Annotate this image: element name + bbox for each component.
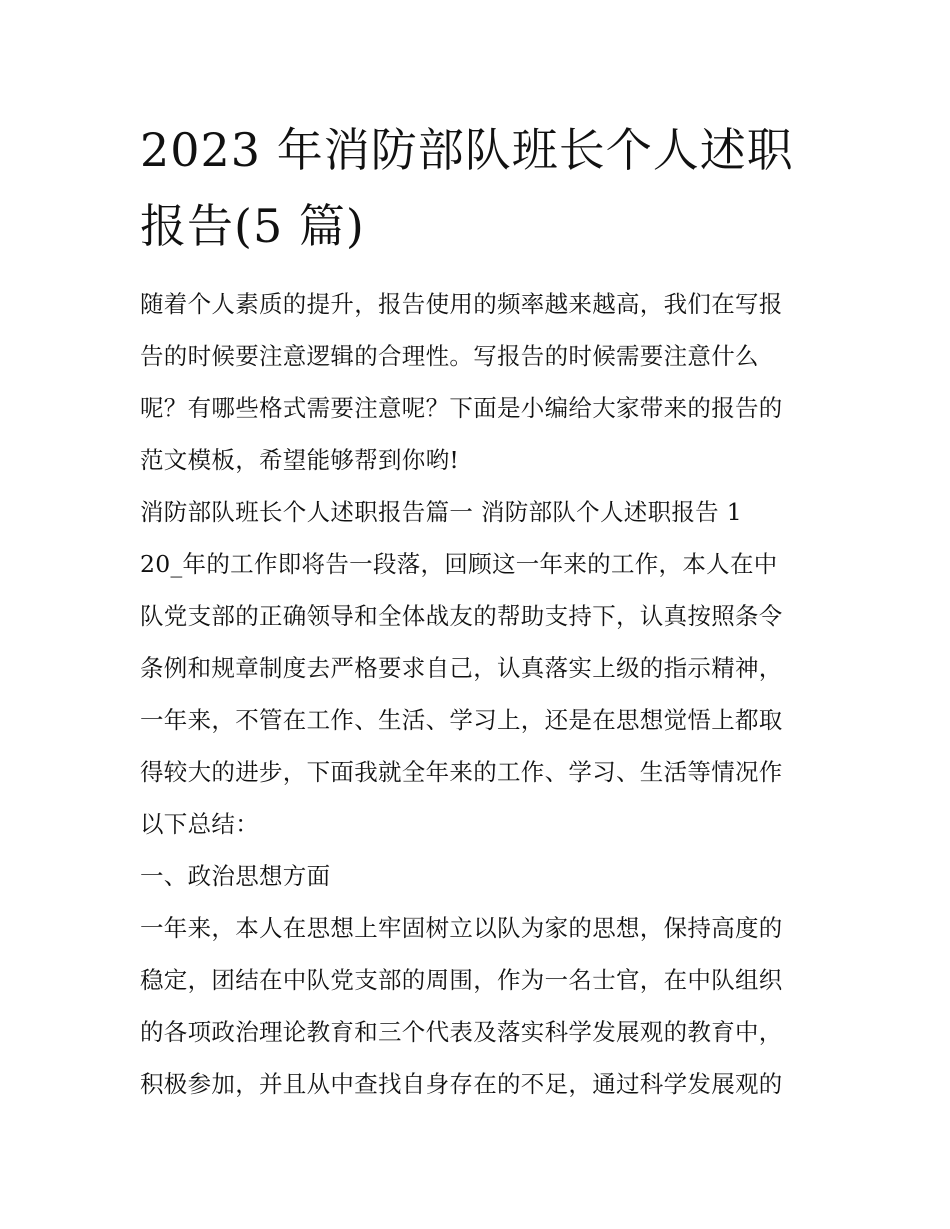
body-line: 积极参加，并且从中查找自身存在的不足，通过科学发展观的 bbox=[140, 1070, 783, 1098]
document-body bbox=[140, 278, 830, 1110]
body-line: 一年来，本人在思想上牢固树立以队为家的思想，保持高度的 bbox=[140, 914, 783, 942]
body-line: 20_年的工作即将告一段落，回顾这一年来的工作，本人在中 bbox=[140, 550, 778, 578]
body-line: 队党支部的正确领导和全体战友的帮助支持下，认真按照条令 bbox=[140, 602, 783, 630]
body-line: 呢？有哪些格式需要注意呢？下面是小编给大家带来的报告的 bbox=[140, 394, 783, 422]
body-line: 的各项政治理论教育和三个代表及落实科学发展观的教育中， bbox=[140, 1018, 783, 1046]
body-line: 以下总结： bbox=[140, 810, 259, 838]
document-title bbox=[140, 112, 830, 264]
body-line: 稳定，团结在中队党支部的周围，作为一名士官，在中队组织 bbox=[140, 966, 783, 994]
body-line: 得较大的进步，下面我就全年来的工作、学习、生活等情况作 bbox=[140, 758, 783, 786]
body-line: 一年来，不管在工作、生活、学习上，还是在思想觉悟上都取 bbox=[140, 706, 783, 734]
body-line: 范文模板，希望能够帮到你哟! bbox=[140, 446, 460, 474]
body-line: 随着个人素质的提升，报告使用的频率越来越高，我们在写报 bbox=[140, 290, 783, 318]
section-heading: 一、政治思想方面 bbox=[140, 862, 331, 890]
section-intro-line: 消防部队班长个人述职报告篇一 消防部队个人述职报告 1 bbox=[140, 498, 742, 526]
body-line: 条例和规章制度去严格要求自己，认真落实上级的指示精神， bbox=[140, 654, 783, 682]
title-line-1: 2023 年消防部队班长个人述职 bbox=[140, 123, 794, 177]
body-line: 告的时候要注意逻辑的合理性。写报告的时候需要注意什么 bbox=[140, 342, 759, 370]
title-line-2: 报告(5 篇) bbox=[140, 199, 365, 253]
